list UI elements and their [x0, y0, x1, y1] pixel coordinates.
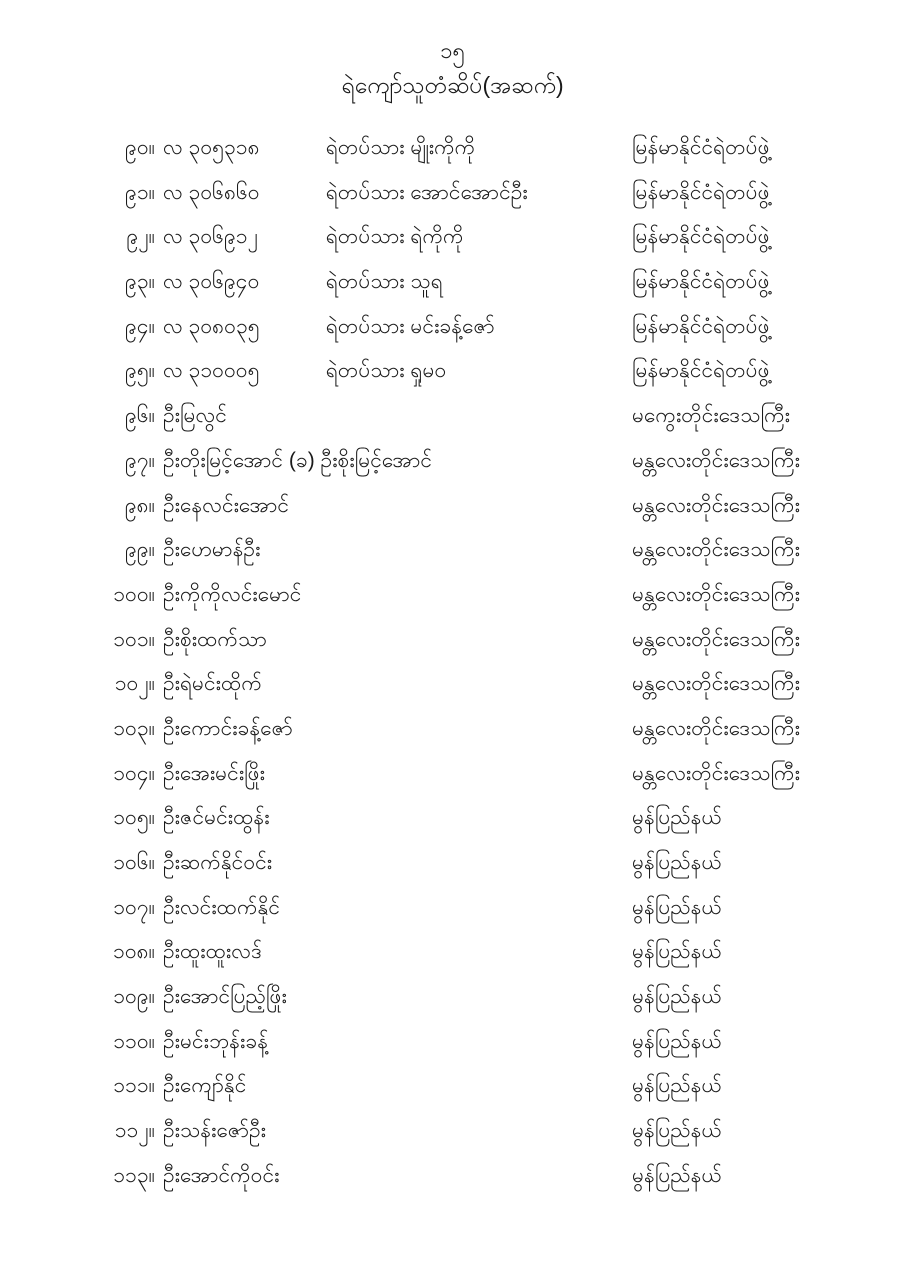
- region-name: မြန်မာနိုင်ငံရဲတပ်ဖွဲ့: [632, 180, 770, 204]
- member-name: ဦးကောင်းခန့်ဇော်: [163, 716, 293, 740]
- member-name: ရဲတပ်သား ရှုမဝ: [325, 359, 447, 383]
- row-entry: [163, 975, 287, 1020]
- row-entry: [163, 260, 443, 305]
- member-name: ဦးအေးမင်းဖြိုး: [163, 761, 266, 785]
- list-row: [0, 618, 905, 663]
- list-row: [0, 1109, 905, 1154]
- region-name: မန္တလေးတိုင်းဒေသကြီး: [632, 448, 800, 472]
- region-name: မွန်ပြည်နယ်: [632, 1029, 722, 1053]
- member-name: ရဲတပ်သား မျိုးကိုကို: [325, 136, 476, 159]
- region-name: မကွေးတိုင်းဒေသကြီး: [632, 404, 790, 428]
- service-number: လ ၃၀၅၃၁၈: [163, 136, 260, 159]
- list-row: [0, 573, 905, 618]
- row-entry: [163, 662, 262, 707]
- member-name: ဦးမြလွင်: [163, 404, 227, 428]
- row-entry: [163, 752, 265, 797]
- region-name: မန္တလေးတိုင်းဒေသကြီး: [632, 716, 800, 740]
- list-row: [0, 841, 905, 886]
- row-number: ၁၀၅။: [113, 806, 155, 830]
- member-name: ဦးထူးထူးလဒ်: [163, 940, 262, 964]
- member-name: ဦးကျော်နိုင်: [163, 1074, 247, 1098]
- region-name: မွန်ပြည်နယ်: [632, 940, 722, 964]
- row-entry: [163, 349, 446, 394]
- row-number: ၉၉။: [125, 538, 155, 562]
- list-row: [0, 930, 905, 975]
- list-row: [0, 1020, 905, 1065]
- member-name: ရဲတပ်သား သူရ: [325, 270, 443, 294]
- region-name: မွန်ပြည်နယ်: [632, 985, 722, 1009]
- member-name: ရဲတပ်သား အောင်အောင်ဦး: [325, 180, 528, 204]
- row-number: ၉၄။: [125, 314, 155, 338]
- list-row: [0, 126, 905, 171]
- member-name: ဦးအောင်ကိုဝင်း: [163, 1163, 280, 1187]
- region-name: မွန်ပြည်နယ်: [632, 1119, 722, 1143]
- region-name: မွန်ပြည်နယ်: [632, 1163, 722, 1187]
- row-number: ၁၁၃။: [113, 1163, 155, 1187]
- row-number: ၉၆။: [125, 404, 155, 428]
- row-entry: [163, 484, 289, 529]
- member-name: ဦးမင်းဘုန်းခန့်: [163, 1029, 269, 1053]
- list-row: [0, 796, 905, 841]
- member-name: ဦးလင်းထက်နိုင်: [163, 895, 280, 919]
- list-row: [0, 707, 905, 752]
- row-entry: [163, 439, 432, 484]
- member-name: ဦးစိုးထက်သာ: [163, 627, 267, 651]
- row-entry: [163, 573, 301, 618]
- row-number: ၉၅။: [125, 359, 155, 383]
- row-number: ၉၁။: [125, 180, 155, 204]
- member-name: ဦးနေလင်းအောင်: [163, 493, 290, 517]
- region-name: မြန်မာနိုင်ငံရဲတပ်ဖွဲ့: [632, 136, 770, 159]
- member-name: ဦးဇင်မင်းထွန်း: [163, 806, 270, 830]
- region-name: မွန်ပြည်နယ်: [632, 895, 722, 919]
- row-number: ၉၇။: [125, 448, 155, 472]
- row-number: ၁၀၀။: [113, 582, 155, 606]
- list-row: [0, 215, 905, 260]
- list-row: [0, 484, 905, 529]
- row-entry: [163, 528, 260, 573]
- region-name: မြန်မာနိုင်ငံရဲတပ်ဖွဲ့: [632, 225, 770, 249]
- region-name: မန္တလေးတိုင်းဒေသကြီး: [632, 672, 800, 696]
- region-name: မြန်မာနိုင်ငံရဲတပ်ဖွဲ့: [632, 270, 770, 294]
- member-list: [0, 126, 905, 1199]
- row-number: ၉၂။: [126, 225, 155, 249]
- row-entry: [163, 305, 495, 350]
- page-number: ၁၅: [440, 38, 465, 63]
- list-row: [0, 752, 905, 797]
- list-row: [0, 528, 905, 573]
- service-number: လ ၃၁၀၀၀၅: [163, 359, 260, 383]
- row-entry: [163, 841, 272, 886]
- row-number: ၁၀၄။: [113, 761, 155, 785]
- member-name: ဦးကိုကိုလင်းမောင်: [163, 582, 302, 606]
- row-number: ၁၀၂။: [114, 672, 155, 696]
- region-name: မန္တလေးတိုင်းဒေသကြီး: [632, 627, 800, 651]
- list-row: [0, 662, 905, 707]
- member-name: ရဲတပ်သား ရဲကိုကို: [325, 225, 464, 249]
- region-name: မန္တလေးတိုင်းဒေသကြီး: [632, 582, 800, 606]
- member-name: ဦးအောင်ပြည့်ဖြိုး: [163, 985, 287, 1009]
- row-number: ၁၀၆။: [113, 851, 155, 874]
- region-name: မွန်ပြည်နယ်: [632, 806, 722, 830]
- list-row: [0, 1064, 905, 1109]
- list-row: [0, 349, 905, 394]
- row-number: ၁၁၁။: [113, 1074, 155, 1098]
- row-entry: [163, 886, 280, 931]
- region-name: မွန်ပြည်နယ်: [632, 1074, 722, 1098]
- row-entry: [163, 1064, 246, 1109]
- row-entry: [163, 215, 464, 260]
- row-entry: [163, 126, 475, 171]
- row-number: ၉၀။: [125, 136, 155, 159]
- member-name: ဦးတိုးမြင့်အောင် (ခ) ဦးစိုးမြင့်အောင်: [163, 448, 432, 472]
- service-number: လ ၃၀၆၉၄၀: [163, 270, 260, 294]
- member-name: ဦးရဲမင်းထိုက်: [163, 672, 262, 696]
- member-name: ဦးသန်းဇော်ဦး: [163, 1119, 266, 1143]
- member-name: ဦးဆက်နိုင်ဝင်း: [163, 851, 273, 874]
- row-entry: [163, 707, 293, 752]
- row-number: ၁၁၀။: [113, 1029, 155, 1053]
- list-row: [0, 886, 905, 931]
- row-entry: [163, 930, 262, 975]
- row-number: ၁၀၉။: [113, 985, 155, 1009]
- page-title: ရဲကျော်သူတံဆိပ်(အဆက်): [341, 72, 564, 98]
- row-number: ၁၁၂။: [114, 1119, 155, 1143]
- row-number: ၉၈။: [124, 493, 155, 517]
- region-name: မန္တလေးတိုင်းဒေသကြီး: [632, 538, 800, 562]
- list-row: [0, 439, 905, 484]
- row-entry: [163, 1020, 268, 1065]
- service-number: လ ၃၀၈၀၃၅: [163, 314, 260, 338]
- service-number: လ ၃၀၆၈၆၀: [163, 180, 260, 204]
- row-entry: [163, 171, 528, 216]
- row-entry: [163, 618, 267, 663]
- row-number: ၁၀၈။: [113, 940, 155, 964]
- region-name: မြန်မာနိုင်ငံရဲတပ်ဖွဲ့: [632, 359, 770, 383]
- row-number: ၉၃။: [125, 270, 155, 294]
- page-header: [0, 0, 905, 104]
- row-entry: [163, 1154, 279, 1199]
- list-row: [0, 394, 905, 439]
- region-name: မန္တလေးတိုင်းဒေသကြီး: [632, 761, 800, 785]
- row-number: ၁၀၁။: [113, 627, 155, 651]
- region-name: မွန်ပြည်နယ်: [632, 851, 722, 874]
- member-name: ဦးဟေမာန်ဦး: [163, 538, 261, 562]
- row-number: ၁၀၇။: [113, 895, 155, 919]
- row-entry: [163, 1109, 266, 1154]
- list-row: [0, 305, 905, 350]
- row-number: ၁၀၃။: [113, 716, 155, 740]
- region-name: မြန်မာနိုင်ငံရဲတပ်ဖွဲ့: [632, 314, 770, 338]
- row-entry: [163, 796, 270, 841]
- region-name: မန္တလေးတိုင်းဒေသကြီး: [632, 493, 800, 517]
- list-row: [0, 1154, 905, 1199]
- list-row: [0, 975, 905, 1020]
- service-number: လ ၃၀၆၉၁၂: [163, 225, 258, 249]
- list-row: [0, 260, 905, 305]
- member-name: ရဲတပ်သား မင်းခန့်ဇော်: [325, 314, 495, 338]
- list-row: [0, 171, 905, 216]
- row-entry: [163, 394, 227, 439]
